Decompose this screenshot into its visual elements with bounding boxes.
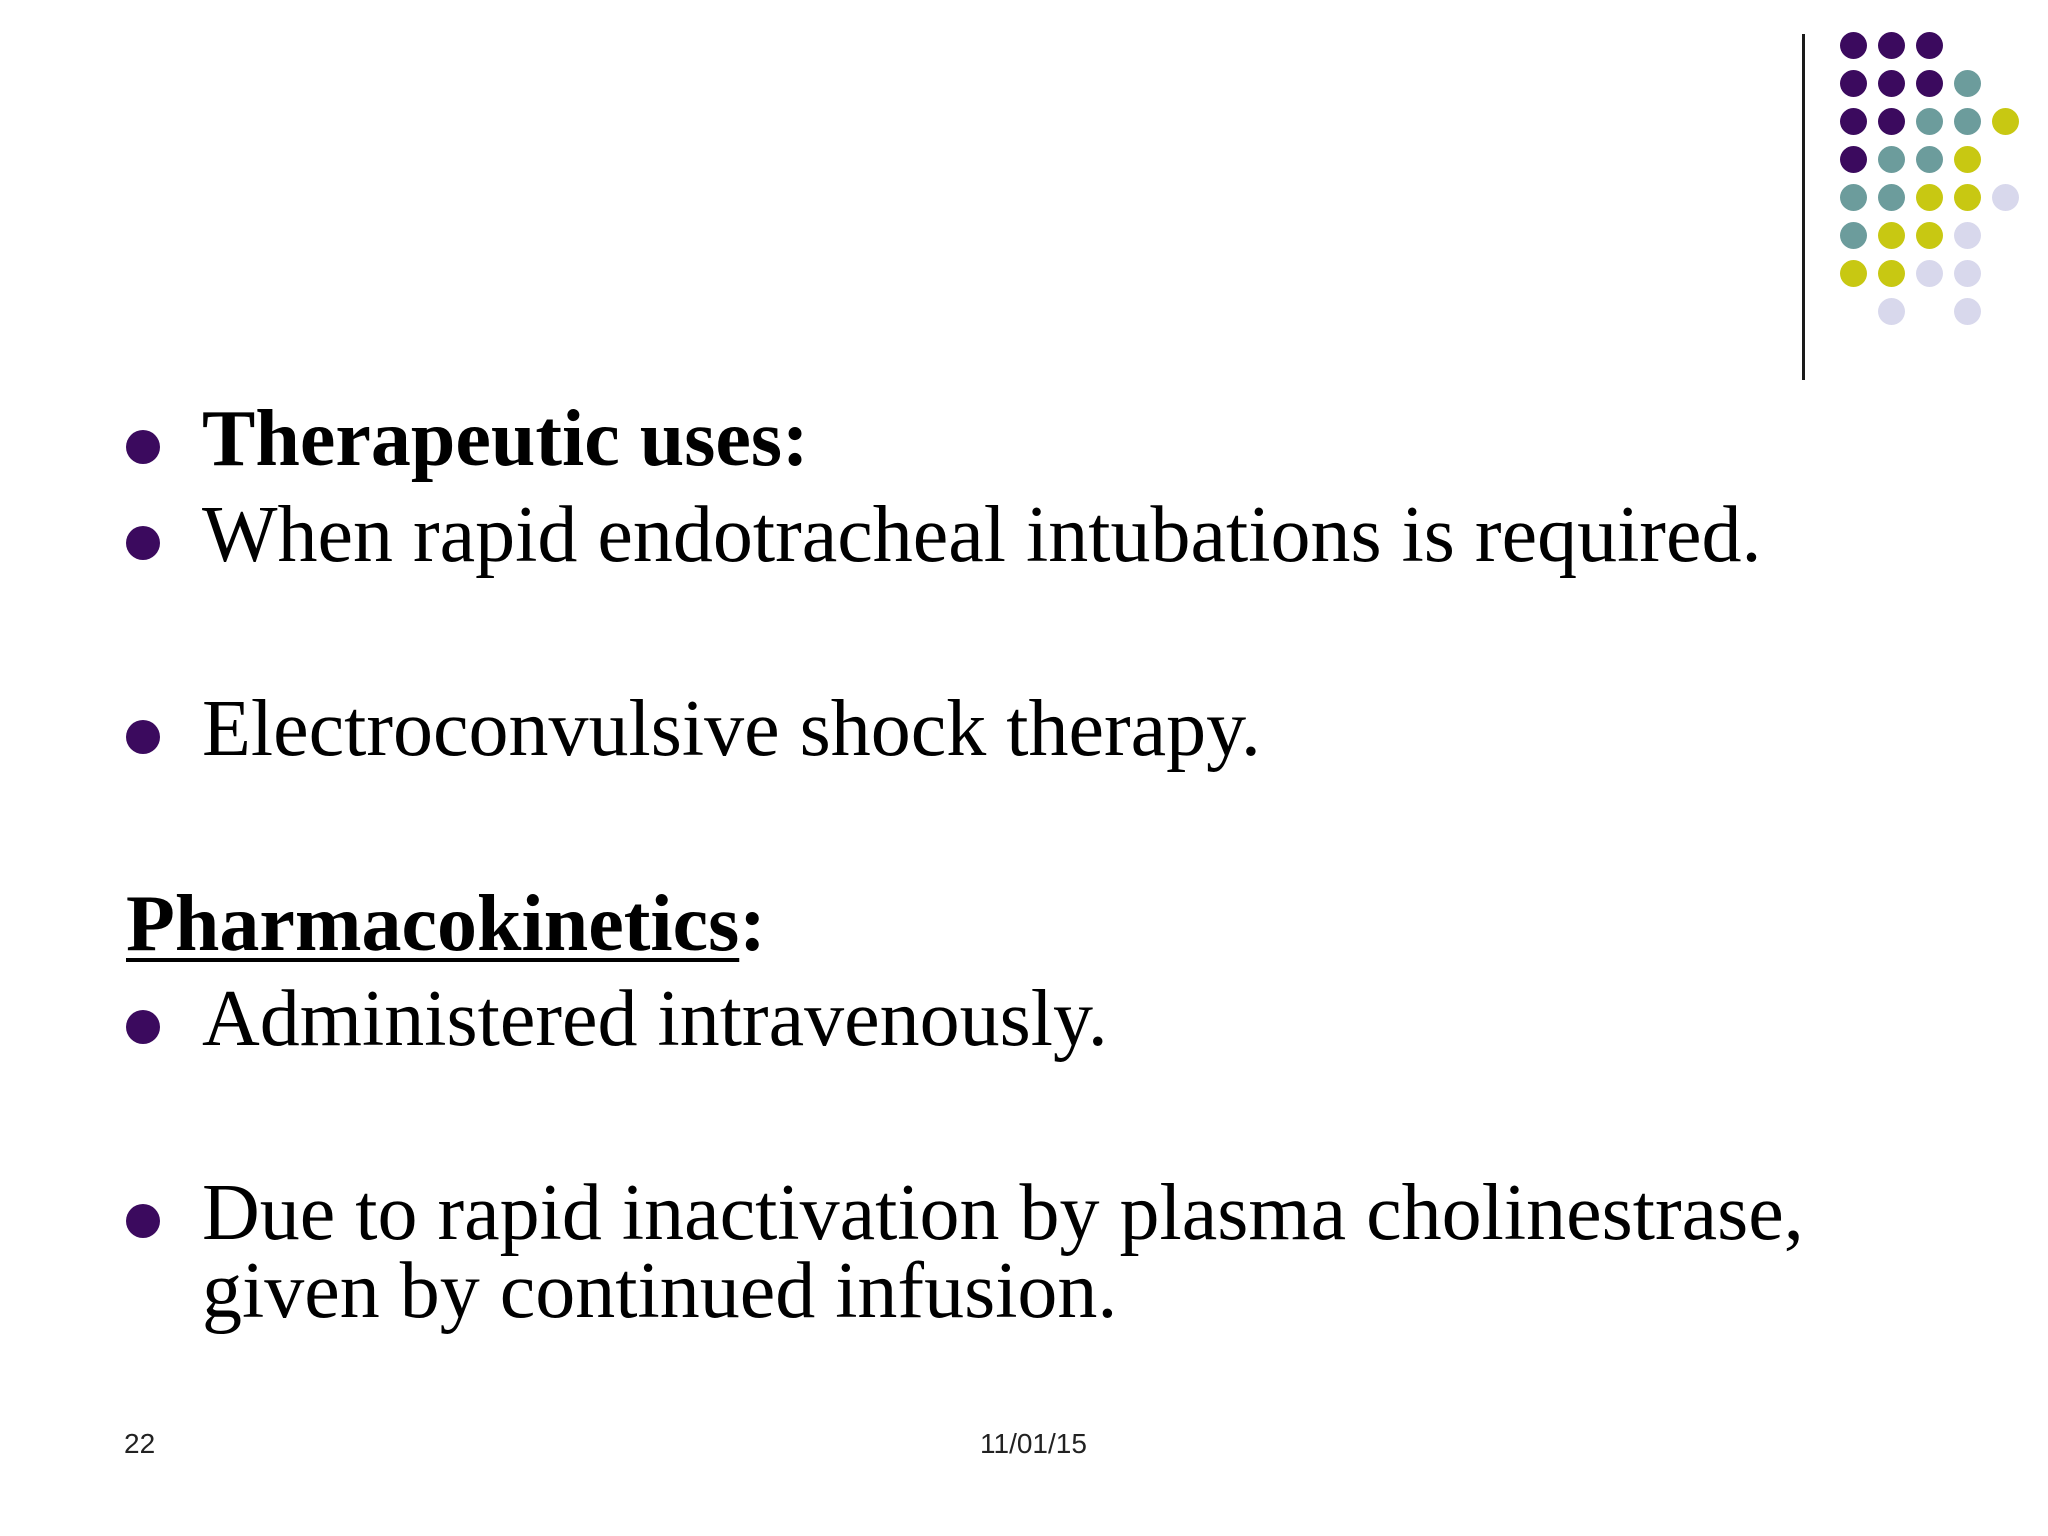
bullet-text: Administered intravenously. <box>202 975 1108 1063</box>
decorative-dot <box>1840 222 1867 249</box>
decorative-dot <box>1916 260 1943 287</box>
decorative-dot <box>1992 184 2019 211</box>
bullet-text-line: given by continued infusion. <box>202 1247 1118 1335</box>
slide-date: 11/01/15 <box>980 1428 1087 1459</box>
decorative-dot <box>1954 222 1981 249</box>
decorative-dot <box>1878 298 1905 325</box>
decorative-dot <box>1916 146 1943 173</box>
bullet-item-ect <box>126 685 1261 773</box>
decorative-dot <box>1916 108 1943 135</box>
decorative-dot <box>1954 70 1981 97</box>
bullet-text-line: Due to rapid inactivation by plasma cholinestrase, <box>202 1169 1804 1257</box>
decorative-dot <box>1954 298 1981 325</box>
decorative-dot <box>1878 184 1905 211</box>
decorative-dot <box>1840 108 1867 135</box>
decorative-dot <box>1840 146 1867 173</box>
decorative-dot <box>1878 70 1905 97</box>
decorative-dot <box>1954 146 1981 173</box>
decorative-dot <box>1878 222 1905 249</box>
decorative-dot <box>1916 32 1943 59</box>
heading-suffix: : <box>739 880 766 968</box>
decorative-dot <box>1840 184 1867 211</box>
slide-number: 22 <box>124 1428 156 1459</box>
decorative-dot <box>1878 260 1905 287</box>
bullet-dot-icon <box>126 720 160 754</box>
decorative-dot <box>1878 146 1905 173</box>
bullet-item-therapeutic-uses <box>126 395 809 483</box>
decorative-dot <box>1954 260 1981 287</box>
bullet-dot-icon <box>126 430 160 464</box>
decorative-dot <box>1878 108 1905 135</box>
decorative-dot-grid <box>1840 32 2040 342</box>
bullet-dot-icon <box>126 526 160 560</box>
decorative-dot <box>1878 32 1905 59</box>
bullet-item-administration <box>126 975 1108 1063</box>
decorative-dot <box>1954 184 1981 211</box>
bullet-dot-icon <box>126 1010 160 1044</box>
bullet-text: Electroconvulsive shock therapy. <box>202 685 1261 773</box>
bullet-text: When rapid endotracheal intubations is required. <box>202 491 1762 579</box>
decorative-divider-line <box>1802 34 1805 380</box>
decorative-dot <box>1840 70 1867 97</box>
decorative-dot <box>1916 70 1943 97</box>
bullet-text: Therapeutic uses: <box>202 395 809 483</box>
decorative-dot <box>1840 32 1867 59</box>
section-heading-pharmacokinetics <box>126 880 766 968</box>
decorative-dot <box>1840 260 1867 287</box>
bullet-item-infusion <box>126 1169 1804 1335</box>
bullet-text <box>202 1169 1804 1335</box>
decorative-dot <box>1916 184 1943 211</box>
bullet-dot-icon <box>126 1204 160 1238</box>
bullet-item-intubation <box>126 491 1762 579</box>
decorative-dot <box>1954 108 1981 135</box>
decorative-dot <box>1916 222 1943 249</box>
decorative-dot <box>1992 108 2019 135</box>
heading-underlined-text: Pharmacokinetics <box>126 880 740 968</box>
